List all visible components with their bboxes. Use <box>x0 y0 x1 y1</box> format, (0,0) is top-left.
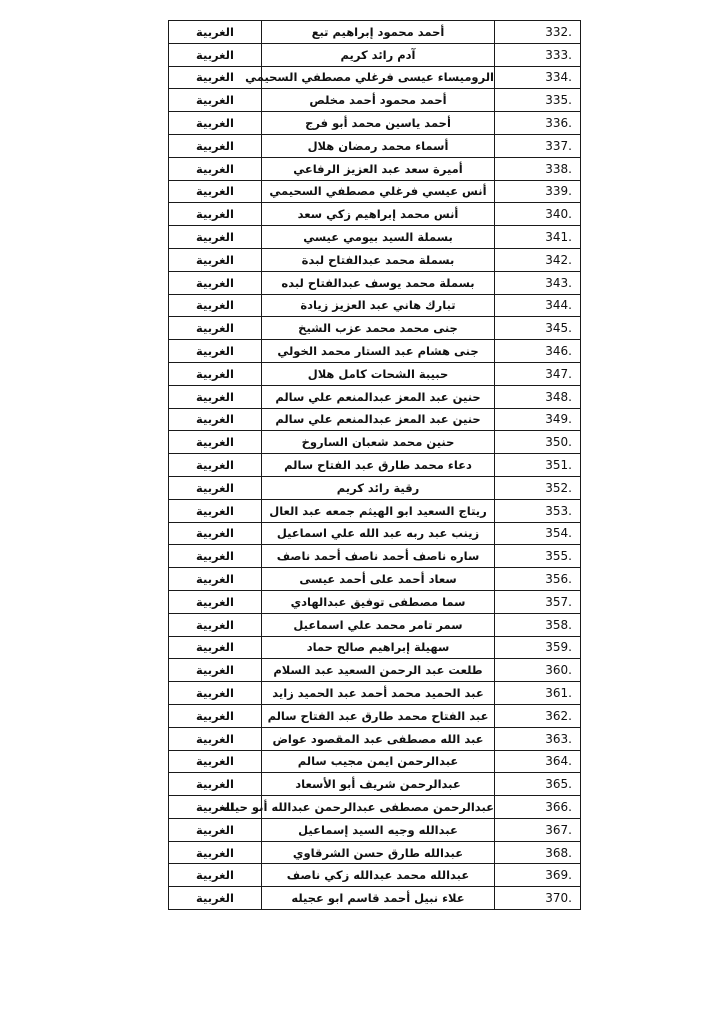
table-row <box>169 659 581 682</box>
governorate-cell: الغربية <box>169 773 262 796</box>
names-table <box>168 20 581 910</box>
table-row <box>169 818 581 841</box>
student-name-cell: بسملة محمد عبدالفتاح لبدة <box>262 248 495 271</box>
student-name-cell: عبدالرحمن ايمن مجيب سالم <box>262 750 495 773</box>
student-name-cell: أحمد ياسين محمد أبو فرج <box>262 112 495 135</box>
row-number-cell: 342. <box>495 248 581 271</box>
student-name-cell: زينب عبد ربه عبد الله علي اسماعيل <box>262 522 495 545</box>
student-name-cell: أنس محمد إبراهيم زكي سعد <box>262 203 495 226</box>
governorate-cell: الغربية <box>169 203 262 226</box>
governorate-cell: الغربية <box>169 476 262 499</box>
student-name-cell: عبدالرحمن مصطفى عبدالرحمن عبدالله أبو حيله <box>262 796 495 819</box>
student-name-cell: حنين عبد المعز عبدالمنعم علي سالم <box>262 408 495 431</box>
governorate-cell: الغربية <box>169 613 262 636</box>
row-number-cell: 357. <box>495 590 581 613</box>
student-name-cell: آدم رائد كريم <box>262 43 495 66</box>
governorate-cell: الغربية <box>169 362 262 385</box>
governorate-cell: الغربية <box>169 590 262 613</box>
student-name-cell: حبيبة الشحات كامل هلال <box>262 362 495 385</box>
student-name-cell: عبدالرحمن شريف أبو الأسعاد <box>262 773 495 796</box>
row-number-cell: 364. <box>495 750 581 773</box>
governorate-cell: الغربية <box>169 636 262 659</box>
student-name-cell: بسملة السيد بيومي عيسي <box>262 226 495 249</box>
row-number-cell: 360. <box>495 659 581 682</box>
table-row <box>169 134 581 157</box>
governorate-cell: الغربية <box>169 750 262 773</box>
row-number-cell: 353. <box>495 499 581 522</box>
governorate-cell: الغربية <box>169 226 262 249</box>
table-row <box>169 864 581 887</box>
governorate-cell: الغربية <box>169 66 262 89</box>
student-name-cell: أسماء محمد رمضان هلال <box>262 134 495 157</box>
row-number-cell: 348. <box>495 385 581 408</box>
row-number-cell: 334. <box>495 66 581 89</box>
names-table-body <box>169 21 581 910</box>
table-row <box>169 545 581 568</box>
table-row <box>169 476 581 499</box>
student-name-cell: سهيلة إبراهيم صالح حماد <box>262 636 495 659</box>
table-row <box>169 431 581 454</box>
row-number-cell: 343. <box>495 271 581 294</box>
student-name-cell: رقية رائد كريم <box>262 476 495 499</box>
student-name-cell: سمر تامر محمد علي اسماعيل <box>262 613 495 636</box>
student-name-cell: ساره ناصف أحمد ناصف أحمد ناصف <box>262 545 495 568</box>
table-row <box>169 21 581 44</box>
table-row <box>169 203 581 226</box>
governorate-cell: الغربية <box>169 112 262 135</box>
row-number-cell: 361. <box>495 682 581 705</box>
student-name-cell: حنين عبد المعز عبدالمنعم علي سالم <box>262 385 495 408</box>
governorate-cell: الغربية <box>169 568 262 591</box>
governorate-cell: الغربية <box>169 841 262 864</box>
governorate-cell: الغربية <box>169 21 262 44</box>
governorate-cell: الغربية <box>169 180 262 203</box>
student-name-cell: أحمد محمود أحمد مخلص <box>262 89 495 112</box>
student-name-cell: تبارك هاني عبد العزيز زيادة <box>262 294 495 317</box>
table-row <box>169 704 581 727</box>
student-name-cell: حنين محمد شعبان الساروخ <box>262 431 495 454</box>
governorate-cell: الغربية <box>169 89 262 112</box>
row-number-cell: 354. <box>495 522 581 545</box>
governorate-cell: الغربية <box>169 796 262 819</box>
governorate-cell: الغربية <box>169 340 262 363</box>
student-name-cell: عبد الله مصطفى عبد المقصود عواض <box>262 727 495 750</box>
row-number-cell: 339. <box>495 180 581 203</box>
table-row <box>169 841 581 864</box>
student-name-cell: جنى محمد محمد عزب الشيخ <box>262 317 495 340</box>
student-name-cell: أميرة سعد عبد العزيز الرفاعي <box>262 157 495 180</box>
student-name-cell: عبدالله وجيه السيد إسماعيل <box>262 818 495 841</box>
row-number-cell: 332. <box>495 21 581 44</box>
governorate-cell: الغربية <box>169 248 262 271</box>
student-name-cell: أنس عيسي فرغلي مصطفي السحيمي <box>262 180 495 203</box>
student-name-cell: بسملة محمد يوسف عبدالفتاح لبده <box>262 271 495 294</box>
table-row <box>169 522 581 545</box>
table-row <box>169 636 581 659</box>
governorate-cell: الغربية <box>169 659 262 682</box>
governorate-cell: الغربية <box>169 408 262 431</box>
table-row <box>169 112 581 135</box>
row-number-cell: 351. <box>495 454 581 477</box>
governorate-cell: الغربية <box>169 704 262 727</box>
table-row <box>169 568 581 591</box>
table-row <box>169 590 581 613</box>
row-number-cell: 336. <box>495 112 581 135</box>
table-row <box>169 340 581 363</box>
student-name-cell: سعاد أحمد على أحمد عيسى <box>262 568 495 591</box>
row-number-cell: 350. <box>495 431 581 454</box>
table-row <box>169 180 581 203</box>
table-row <box>169 613 581 636</box>
student-name-cell: عبد الفتاح محمد طارق عبد الفتاح سالم <box>262 704 495 727</box>
table-row <box>169 887 581 910</box>
row-number-cell: 358. <box>495 613 581 636</box>
student-name-cell: أحمد محمود إبراهيم تبع <box>262 21 495 44</box>
row-number-cell: 337. <box>495 134 581 157</box>
student-name-cell: دعاء محمد طارق عبد الفتاح سالم <box>262 454 495 477</box>
governorate-cell: الغربية <box>169 271 262 294</box>
row-number-cell: 368. <box>495 841 581 864</box>
row-number-cell: 367. <box>495 818 581 841</box>
row-number-cell: 359. <box>495 636 581 659</box>
governorate-cell: الغربية <box>169 134 262 157</box>
row-number-cell: 344. <box>495 294 581 317</box>
table-row <box>169 248 581 271</box>
student-name-cell: سما مصطفى توفيق عبدالهادي <box>262 590 495 613</box>
governorate-cell: الغربية <box>169 454 262 477</box>
row-number-cell: 340. <box>495 203 581 226</box>
student-name-cell: جنى هشام عبد الستار محمد الخولي <box>262 340 495 363</box>
governorate-cell: الغربية <box>169 294 262 317</box>
row-number-cell: 333. <box>495 43 581 66</box>
table-row <box>169 226 581 249</box>
student-name-cell: عبد الحميد محمد أحمد عبد الحميد زايد <box>262 682 495 705</box>
table-row <box>169 294 581 317</box>
student-name-cell: الروميساء عيسى فرغلي مصطفي السحيمي <box>262 66 495 89</box>
table-row <box>169 89 581 112</box>
table-row <box>169 727 581 750</box>
table-row <box>169 408 581 431</box>
row-number-cell: 369. <box>495 864 581 887</box>
table-row <box>169 499 581 522</box>
governorate-cell: الغربية <box>169 864 262 887</box>
governorate-cell: الغربية <box>169 522 262 545</box>
governorate-cell: الغربية <box>169 385 262 408</box>
governorate-cell: الغربية <box>169 499 262 522</box>
row-number-cell: 349. <box>495 408 581 431</box>
table-row <box>169 157 581 180</box>
student-name-cell: علاء نبيل أحمد قاسم ابو عجيله <box>262 887 495 910</box>
table-row <box>169 271 581 294</box>
table-row <box>169 66 581 89</box>
row-number-cell: 335. <box>495 89 581 112</box>
governorate-cell: الغربية <box>169 887 262 910</box>
student-name-cell: طلعت عبد الرحمن السعيد عبد السلام <box>262 659 495 682</box>
row-number-cell: 352. <box>495 476 581 499</box>
row-number-cell: 366. <box>495 796 581 819</box>
table-row <box>169 454 581 477</box>
student-name-cell: عبدالله طارق حسن الشرقاوي <box>262 841 495 864</box>
governorate-cell: الغربية <box>169 317 262 340</box>
table-row <box>169 317 581 340</box>
governorate-cell: الغربية <box>169 545 262 568</box>
table-row <box>169 385 581 408</box>
row-number-cell: 346. <box>495 340 581 363</box>
row-number-cell: 365. <box>495 773 581 796</box>
governorate-cell: الغربية <box>169 727 262 750</box>
table-row <box>169 773 581 796</box>
row-number-cell: 355. <box>495 545 581 568</box>
row-number-cell: 362. <box>495 704 581 727</box>
governorate-cell: الغربية <box>169 157 262 180</box>
row-number-cell: 341. <box>495 226 581 249</box>
table-row <box>169 43 581 66</box>
governorate-cell: الغربية <box>169 43 262 66</box>
row-number-cell: 345. <box>495 317 581 340</box>
governorate-cell: الغربية <box>169 431 262 454</box>
governorate-cell: الغربية <box>169 818 262 841</box>
table-row <box>169 362 581 385</box>
row-number-cell: 347. <box>495 362 581 385</box>
table-row <box>169 796 581 819</box>
row-number-cell: 363. <box>495 727 581 750</box>
row-number-cell: 356. <box>495 568 581 591</box>
student-name-cell: ريتاج السعيد ابو الهيثم جمعه عبد العال <box>262 499 495 522</box>
governorate-cell: الغربية <box>169 682 262 705</box>
student-name-cell: عبدالله محمد عبدالله زكي ناصف <box>262 864 495 887</box>
row-number-cell: 338. <box>495 157 581 180</box>
table-row <box>169 750 581 773</box>
row-number-cell: 370. <box>495 887 581 910</box>
table-row <box>169 682 581 705</box>
